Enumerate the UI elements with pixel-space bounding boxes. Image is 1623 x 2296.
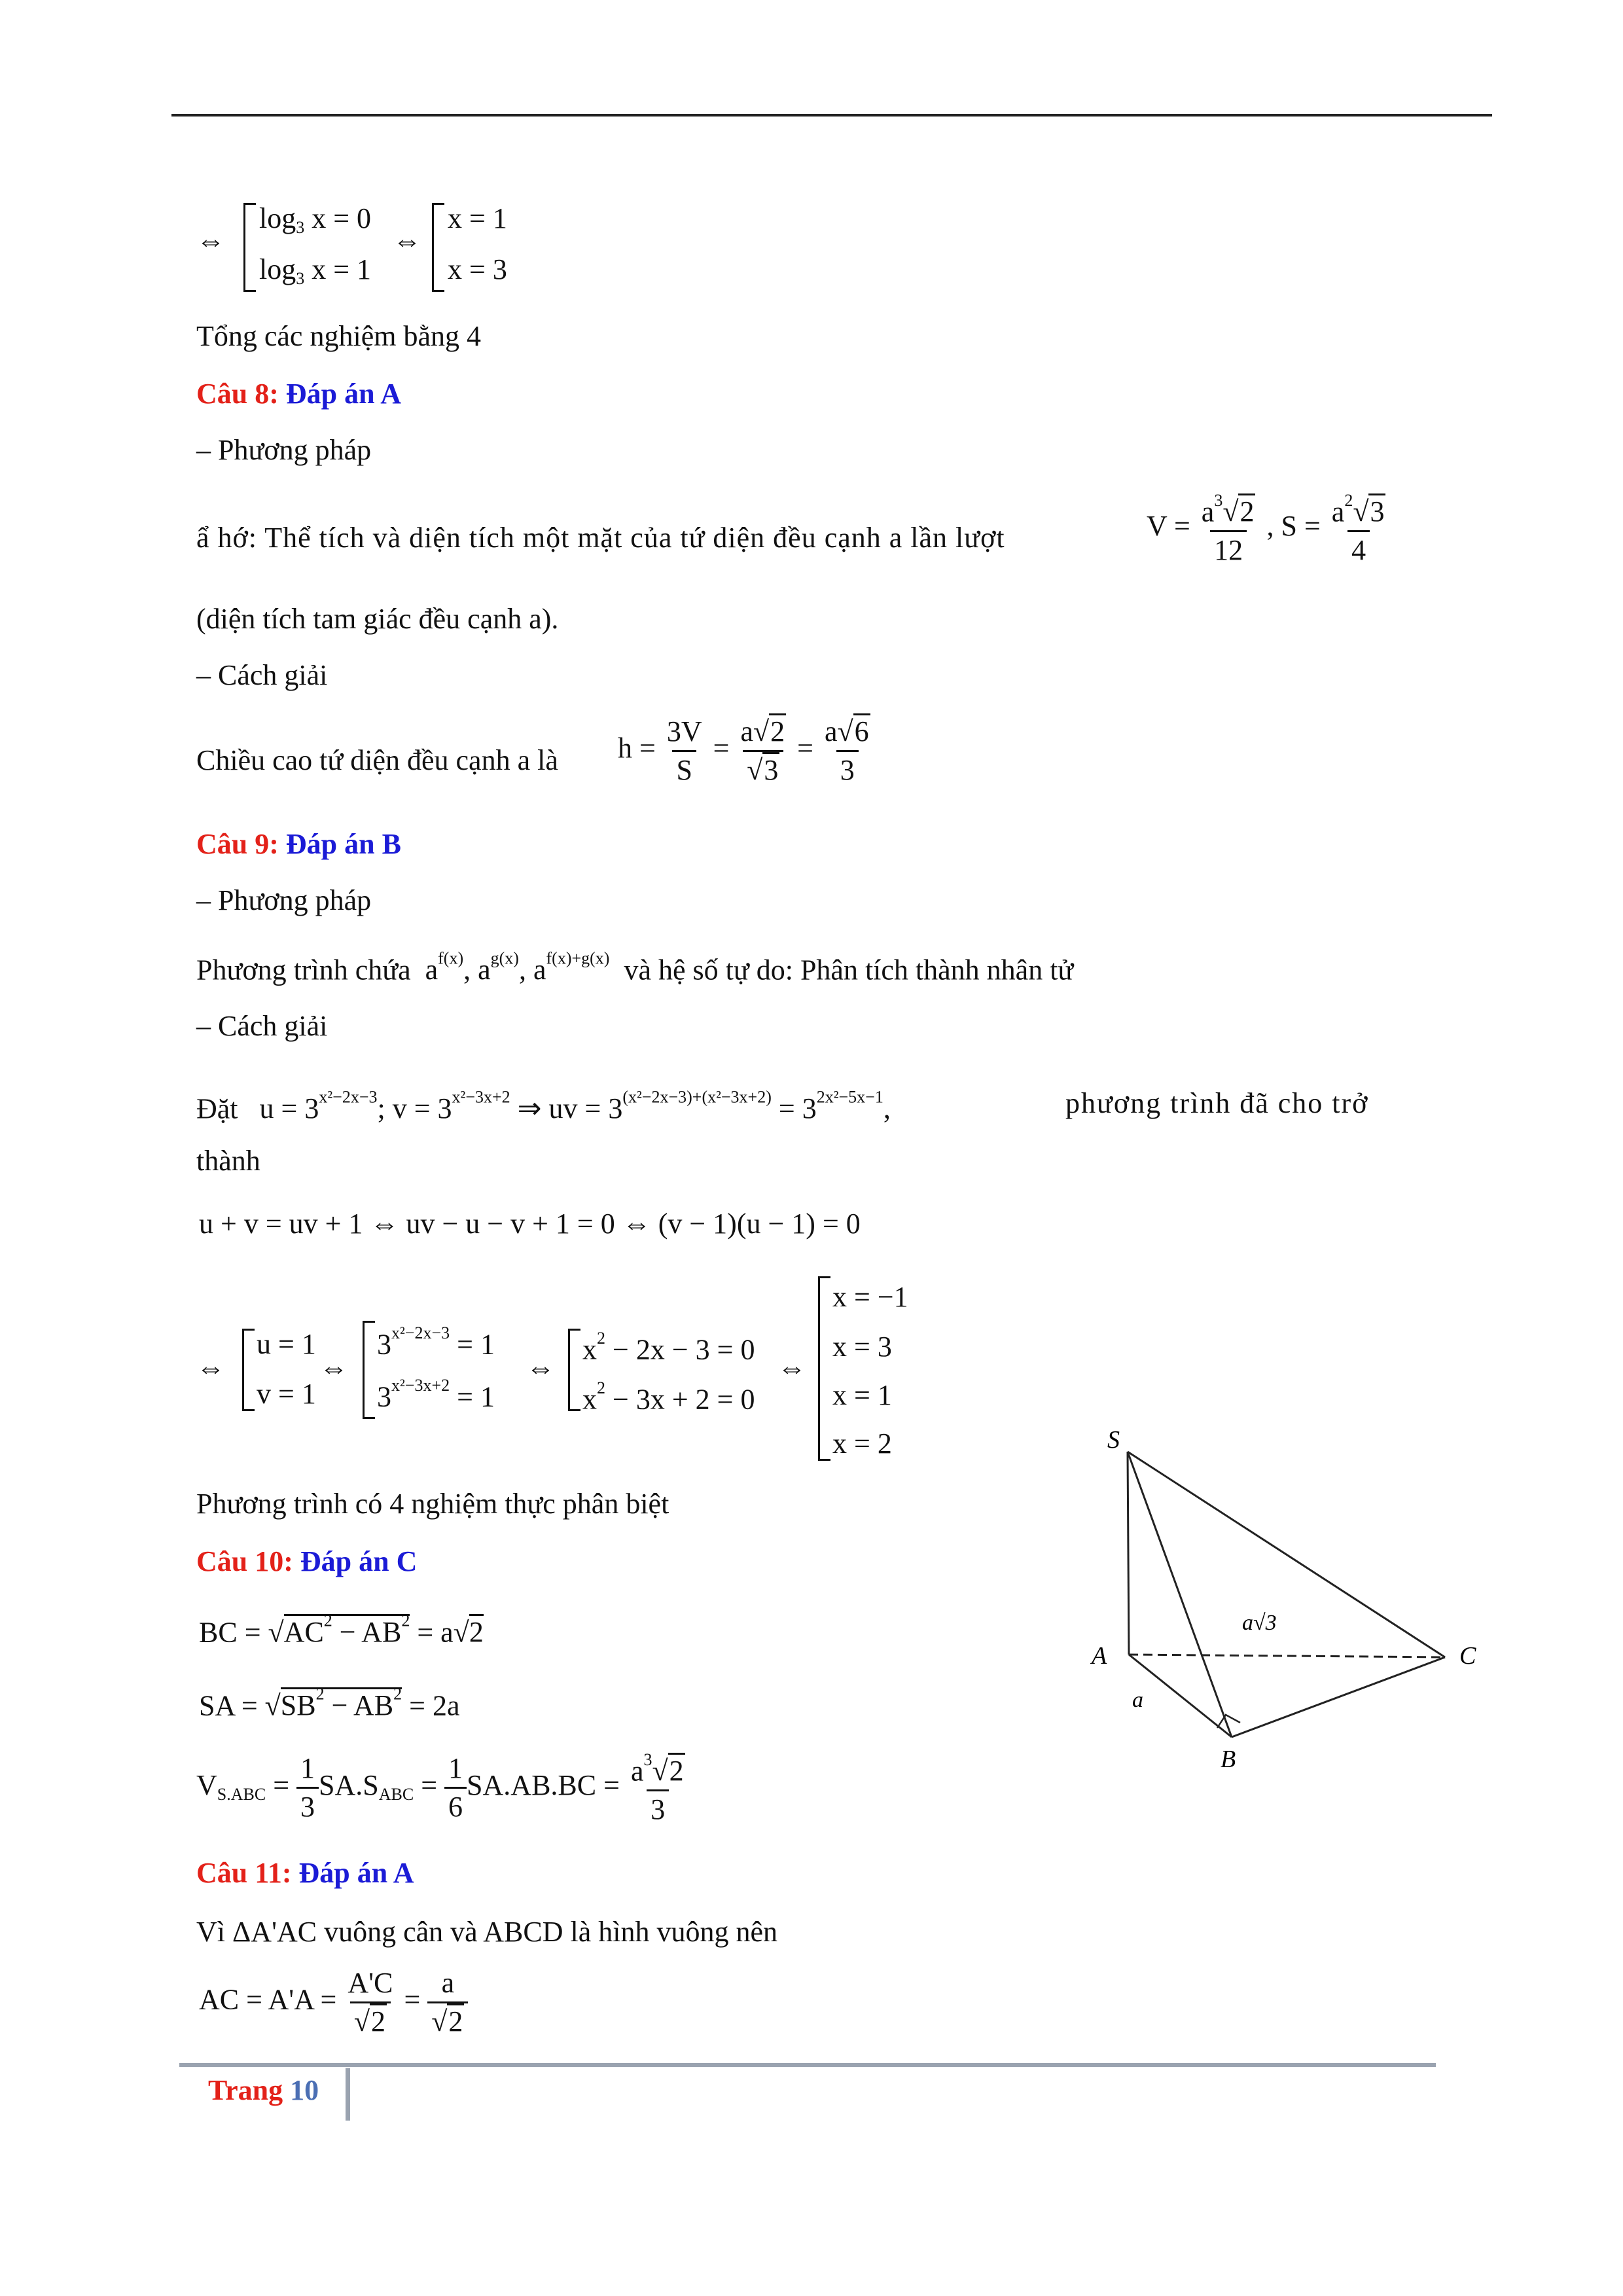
label-c: C xyxy=(1459,1642,1476,1670)
label-edge-ab: a xyxy=(1132,1688,1143,1712)
footer-rule xyxy=(179,2063,1436,2067)
q8-formula-vs: V = $\frac{a^3√2}{12}$ , S = $\frac{a^2√3}{4}$ xyxy=(1147,491,1385,567)
q9-becomes: phương trình đã cho trở xyxy=(1065,1087,1369,1119)
label-edge-ac: a√3 xyxy=(1242,1611,1277,1635)
label-a: A xyxy=(1092,1642,1107,1670)
q11-heading: Câu 11: Đáp án A xyxy=(196,1857,414,1889)
label-s: S xyxy=(1107,1426,1120,1454)
edge-ac xyxy=(1129,1655,1445,1657)
q8-height-text: Chiều cao tứ diện đều cạnh a là xyxy=(196,744,558,776)
q8-height-formula: h = $\frac{3V}{S}$ = $\frac{a√2}{√3}$ = $\frac{a√6}{3}$ xyxy=(618,717,874,785)
q9-heading: Câu 9: Đáp án B xyxy=(196,828,401,860)
q8-note2: (diện tích tam giác đều cạnh a). xyxy=(196,603,559,635)
q9-method: – Phương pháp xyxy=(196,884,372,916)
q9-equation: u + v = uv + 1 ⇔ uv − u − v + 1 = 0 ⇔ (v − 1)(u − 1) = 0 xyxy=(199,1208,861,1240)
q9-solution: – Cách giải xyxy=(196,1010,328,1042)
header-rule xyxy=(171,114,1492,117)
edge-sc xyxy=(1128,1452,1445,1657)
q10-volume: $V_{S.ABC}$ = $\frac{1}{3}$ $SA.S_{ABC}$ = $\frac{1}{6}$ SA.AB.BC = $\frac{a^3√2}{3}$ xyxy=(196,1750,684,1826)
q10-bc: BC = $√AC^2 - AB^2 = a√2$ xyxy=(199,1611,484,1649)
q10-sa: SA = $√SB^2 - AB^2 = 2a$ xyxy=(199,1685,460,1722)
q11-formula: AC = A'A = $\frac{A'C}{√2}$ = $\frac{a}{√2}$ xyxy=(199,1969,468,2036)
tetrahedron-figure xyxy=(1060,1388,1505,1793)
q8-method: – Phương pháp xyxy=(196,434,372,466)
log-eq-2: $\log_3 x = 1$ xyxy=(259,253,372,288)
root-2: x = 3 xyxy=(448,253,507,285)
q11-text: Vì ΔA'AC vuông cân và ABCD là hình vuông nên xyxy=(196,1916,778,1948)
q9-becomes-2: thành xyxy=(196,1145,260,1177)
footer-divider xyxy=(346,2068,350,2121)
edge-bc xyxy=(1232,1657,1445,1737)
q9-substitution: Đặt $u = 3^{x^2-2x-3}$; $v = 3^{x^2-3x+2}$ ⇒ uv = $3^{(x^2-2x-3)+(x^2-3x+2)} = 3^{2x^2-5x-1}$, xyxy=(196,1088,891,1125)
edge-sa xyxy=(1128,1452,1129,1655)
q10-heading: Câu 10: Đáp án C xyxy=(196,1545,418,1577)
q9-system: ⇔ u = 1 v = 1 ⇔ $3^{x^2-2x-3} = 1$ $3^{x^2-3x+2} = 1$ ⇔ $x^2 - 2x - 3 = 0$ $x^2 - 3x + 2 = 0$ ⇔ x = −1 x = 3 x = 1 x = 2 xyxy=(196,1276,916,1473)
sum-roots-text: Tổng các nghiệm bằng 4 xyxy=(196,320,481,352)
q8-note: ẩ hớ: Thể tích và diện tích một mặt của tứ diện đều cạnh a lần lượt xyxy=(196,522,1005,554)
q9-eq-text: Phương trình chứa $a^{f(x)}$, $a^{g(x)}$, $a^{f(x)+g(x)}$ và hệ số tự do: Phân tích thành nhân tử xyxy=(196,949,1074,986)
root-1: x = 1 xyxy=(448,202,507,234)
q9-conclusion: Phương trình có 4 nghiệm thực phân biệt xyxy=(196,1488,669,1520)
page-number: Trang 10 xyxy=(208,2074,319,2106)
log-eq-1: $\log_3 x = 0$ xyxy=(259,202,372,237)
q8-solution: – Cách giải xyxy=(196,659,328,691)
equiv-symbol-2: ⇔ xyxy=(393,224,421,257)
equiv-symbol: ⇔ xyxy=(196,224,225,257)
right-angle-mark xyxy=(1217,1715,1240,1728)
label-b: B xyxy=(1221,1746,1236,1773)
q8-heading: Câu 8: Đáp án A xyxy=(196,378,401,410)
